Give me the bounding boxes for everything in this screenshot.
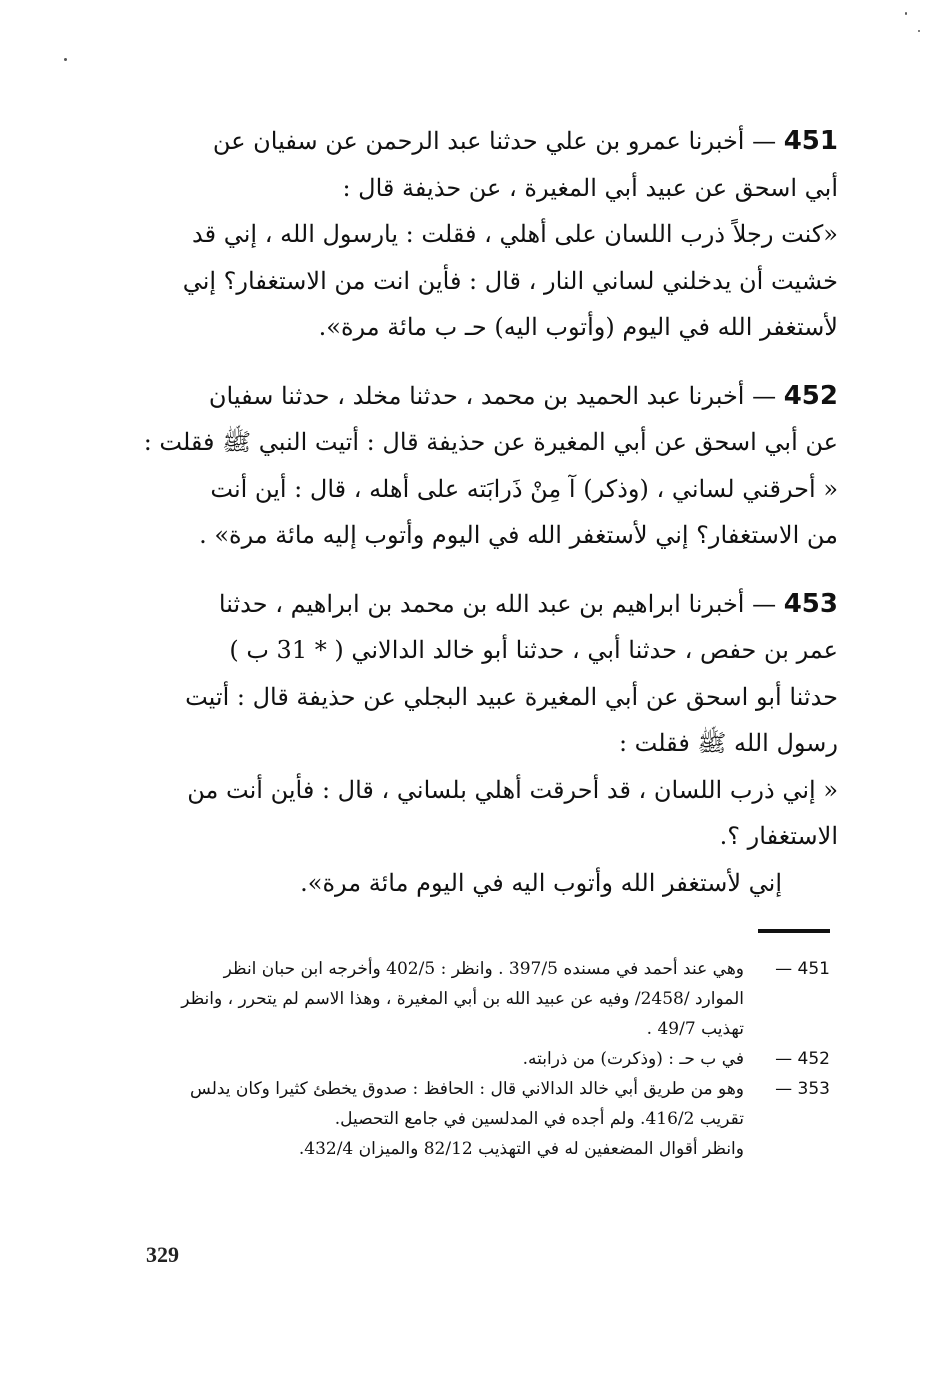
hadith-line: رسول الله ﷺ فقلت : <box>618 729 838 757</box>
page-number: 329 <box>146 1242 179 1267</box>
hadith-number: 451 <box>783 126 838 156</box>
hadith-line: 453 — أخبرنا ابراهيم بن عبد الله بن محمد بن ابراهيم ، حدثنا <box>218 588 838 619</box>
footnote-text: وهي عند أحمد في مسنده 397/5 . وانظر : 402/5 وأخرجه ابن حبان انظر الموارد /2458/ وفيه عن عبيد الله بن أبي المغيرة ، وهذا الاسم لم يتحرر ، وانظر تهذيب 49/7 . <box>181 959 744 1039</box>
hadith-line: «كنت رجلاً ذرب اللسان على أهلي ، فقلت : يارسول الله ، إني قد <box>192 220 838 248</box>
footnote-451 <box>138 954 830 1044</box>
footnote-number: 452 — <box>775 1049 830 1069</box>
hadith-line: 451 — أخبرنا عمرو بن علي حدثنا عبد الرحمن عن سفيان عن <box>212 126 838 156</box>
scan-speck <box>64 58 67 61</box>
scan-speck <box>905 12 907 15</box>
footnote-452 <box>138 1044 830 1074</box>
hadith-line: إني لأستغفر الله وأتوب اليه في اليوم مائة مرة». <box>300 868 782 897</box>
footnote-number: 451 — <box>775 959 830 979</box>
hadith-line: لأستغفر الله في اليوم (وأتوب اليه) حـ ب مائة مرة». <box>318 313 838 341</box>
main-text <box>138 118 838 906</box>
hadith-line: خشيت أن يدخلني لساني النار ، قال : فأين انت من الاستغفار؟ إني <box>182 266 838 295</box>
hadith-line: أبي اسحق عن عبيد أبي المغيرة ، عن حذيفة قال : <box>342 173 838 202</box>
footnote-divider <box>758 929 830 933</box>
footnote-353 <box>138 1074 830 1164</box>
footnotes <box>138 954 830 1164</box>
hadith-number: 452 <box>783 380 838 411</box>
hadith-line: « أحرقني لساني ، (وذكر) آ مِنْ ذَرابَته على أهله ، قال : أين أنت <box>210 474 838 503</box>
footnote-text: في ب حـ : (وذكرت) من ذرابته. <box>522 1049 744 1069</box>
hadith-line: « إني ذرب اللسان ، قد أحرقت أهلي بلساني ، قال : فأين أنت من <box>187 775 838 804</box>
hadith-line: الاستغفار ؟. <box>719 822 838 850</box>
footnote-text: وهو من طريق أبي خالد الدالاني قال : الحافظ : صدوق يخطئ كثيرا وكان يدلس تقريب 416/2. ولم أجده في المدلسين في جامع التحصيل. وانظر أقوال المضعفين له في التهذيب 82/12 والميزان 432/4. <box>190 1079 744 1159</box>
hadith-number: 453 <box>783 588 838 619</box>
scan-speck <box>918 30 920 32</box>
hadith-line: من الاستغفار؟ إني لأستغفر الله في اليوم وأتوب إليه مائة مرة» . <box>199 521 838 549</box>
footnote-number: 353 — <box>775 1079 830 1099</box>
hadith-453 <box>138 581 838 907</box>
hadith-line: عن أبي اسحق عن أبي المغيرة عن حذيفة قال : أتيت النبي ﷺ فقلت : <box>143 428 838 456</box>
hadith-451 <box>138 118 838 351</box>
hadith-452 <box>138 373 838 559</box>
hadith-line: حدثنا أبو اسحق عن أبي المغيرة عبيد البجلي عن حذيفة قال : أتيت <box>185 682 838 711</box>
hadith-line: 452 — أخبرنا عبد الحميد بن محمد ، حدثنا مخلد ، حدثنا سفيان <box>208 380 838 411</box>
hadith-line: عمر بن حفص ، حدثنا أبي ، حدثنا أبو خالد الدالاني ( * 31 ب ) <box>229 636 838 664</box>
